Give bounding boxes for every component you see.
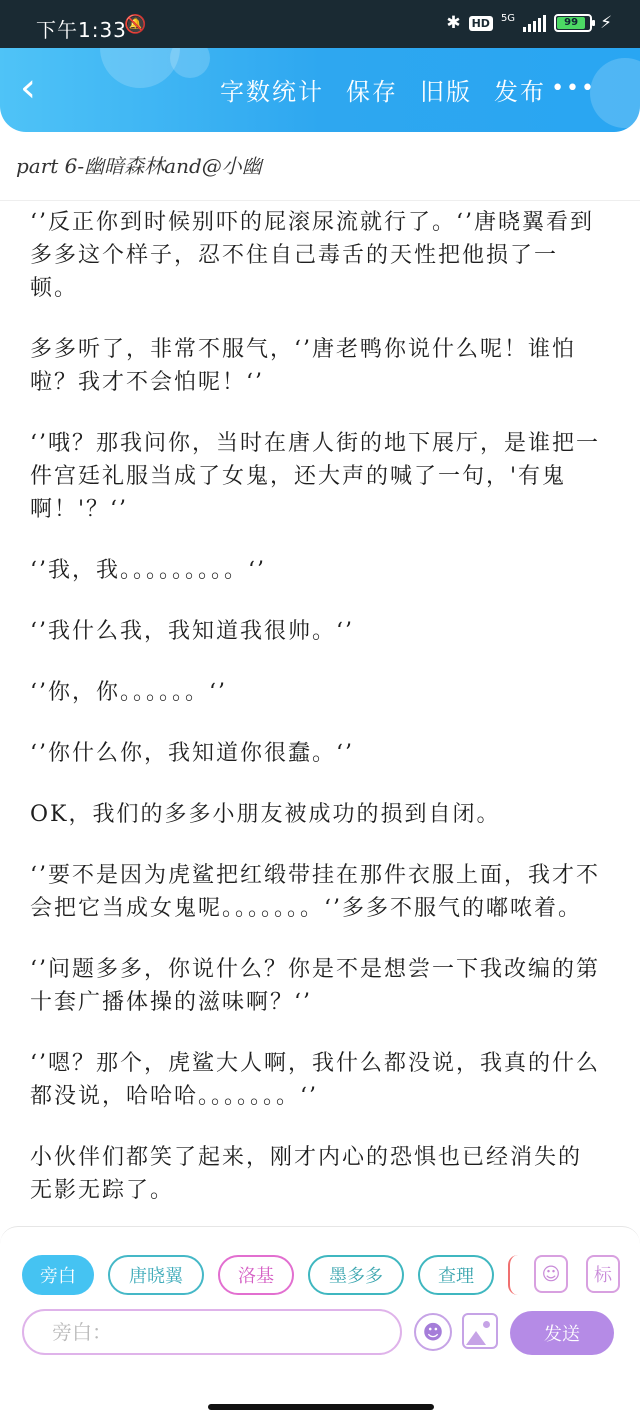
hd-icon: HD <box>469 16 493 31</box>
dialogue-input-field[interactable] <box>24 1311 400 1353</box>
top-app-bar <box>0 48 640 132</box>
save-button[interactable]: 保存 <box>346 78 398 106</box>
emoji-icon[interactable]: ☻ <box>414 1313 452 1351</box>
role-chip-charlie[interactable]: 查理 <box>418 1255 494 1295</box>
publish-button[interactable]: 发布 <box>494 78 546 106</box>
composer-panel <box>0 1226 640 1358</box>
home-indicator-area <box>0 1358 640 1422</box>
home-indicator[interactable] <box>208 1404 434 1410</box>
role-chip-tang-xiaoyi[interactable]: 唐晓翼 <box>108 1255 204 1295</box>
divider <box>0 200 640 201</box>
more-icon[interactable]: ••• <box>551 76 596 101</box>
battery-level: 99 <box>557 17 585 29</box>
image-icon[interactable] <box>462 1313 498 1349</box>
role-chip-narrator[interactable]: 旁白 <box>22 1255 94 1295</box>
chapter-title[interactable]: part 6-幽暗森林and@小幽 <box>16 154 262 178</box>
paragraph: 多多听了，非常不服气，‘’唐老鸭你说什么呢！谁怕啦？我才不会怕呢！‘’ <box>30 337 576 395</box>
paragraph: ‘’哦？那我问你，当时在唐人街的地下展厅，是谁把一件宫廷礼服当成了女鬼，还大声的喊了一句，'有鬼啊！'？‘’ <box>30 431 600 522</box>
bluetooth-icon: ✱ <box>446 13 461 33</box>
paragraph: ‘’反正你到时候别吓的屁滚尿流就行了。‘’唐晓翼看到多多这个样子，忍不住自己毒舌的天性把他损了一顿。 <box>30 210 594 301</box>
paragraph: ‘’你，你。。。。。。‘’ <box>30 680 227 705</box>
5g-icon: 5G <box>500 13 516 24</box>
role-chip-list <box>22 1255 518 1295</box>
old-version-button[interactable]: 旧版 <box>420 78 472 106</box>
mute-bell-icon: 🔕 <box>124 14 147 35</box>
paragraph: ‘’我，我。。。。。。。。。‘’ <box>30 558 266 583</box>
role-chip-partial[interactable] <box>508 1255 518 1295</box>
status-bar <box>0 0 640 48</box>
word-count-button[interactable]: 字数统计 <box>220 78 324 106</box>
paragraph: OK，我们的多多小朋友被成功的损到自闭。 <box>30 802 501 827</box>
role-chip-loki[interactable]: 洛基 <box>218 1255 294 1295</box>
story-editor[interactable] <box>30 206 600 1228</box>
dialogue-input[interactable] <box>22 1309 402 1355</box>
role-chip-mo-duoduo[interactable]: 墨多多 <box>308 1255 404 1295</box>
status-time: 下午1:33 <box>36 18 127 42</box>
paragraph: ‘’嗯？那个，虎鲨大人啊，我什么都没说，我真的什么都没说，哈哈哈。。。。。。。‘’ <box>30 1051 600 1109</box>
battery-icon <box>554 14 592 32</box>
toolbar-actions <box>220 72 546 107</box>
back-chevron-icon[interactable]: ‹ <box>20 65 36 111</box>
charging-icon: ⚡ <box>600 13 612 33</box>
tag-icon[interactable]: 标 <box>586 1255 620 1293</box>
signal-icon <box>523 14 546 32</box>
paragraph: ‘’问题多多，你说什么？你是不是想尝一下我改编的第十套广播体操的滋味啊？‘’ <box>30 957 600 1015</box>
person-card-icon[interactable]: ☺ <box>534 1255 568 1293</box>
paragraph: ‘’要不是因为虎鲨把红缎带挂在那件衣服上面，我才不会把它当成女鬼呢。。。。。。。‘’多多不服气的嘟哝着。 <box>30 863 600 921</box>
status-right <box>446 12 612 34</box>
paragraph: 小伙伴们都笑了起来，刚才内心的恐惧也已经消失的无影无踪了。 <box>30 1145 583 1203</box>
paragraph: ‘’你什么你，我知道你很蠢。‘’ <box>30 741 354 766</box>
paragraph: ‘’我什么我，我知道我很帅。‘’ <box>30 619 354 644</box>
send-button[interactable]: 发送 <box>510 1311 614 1355</box>
